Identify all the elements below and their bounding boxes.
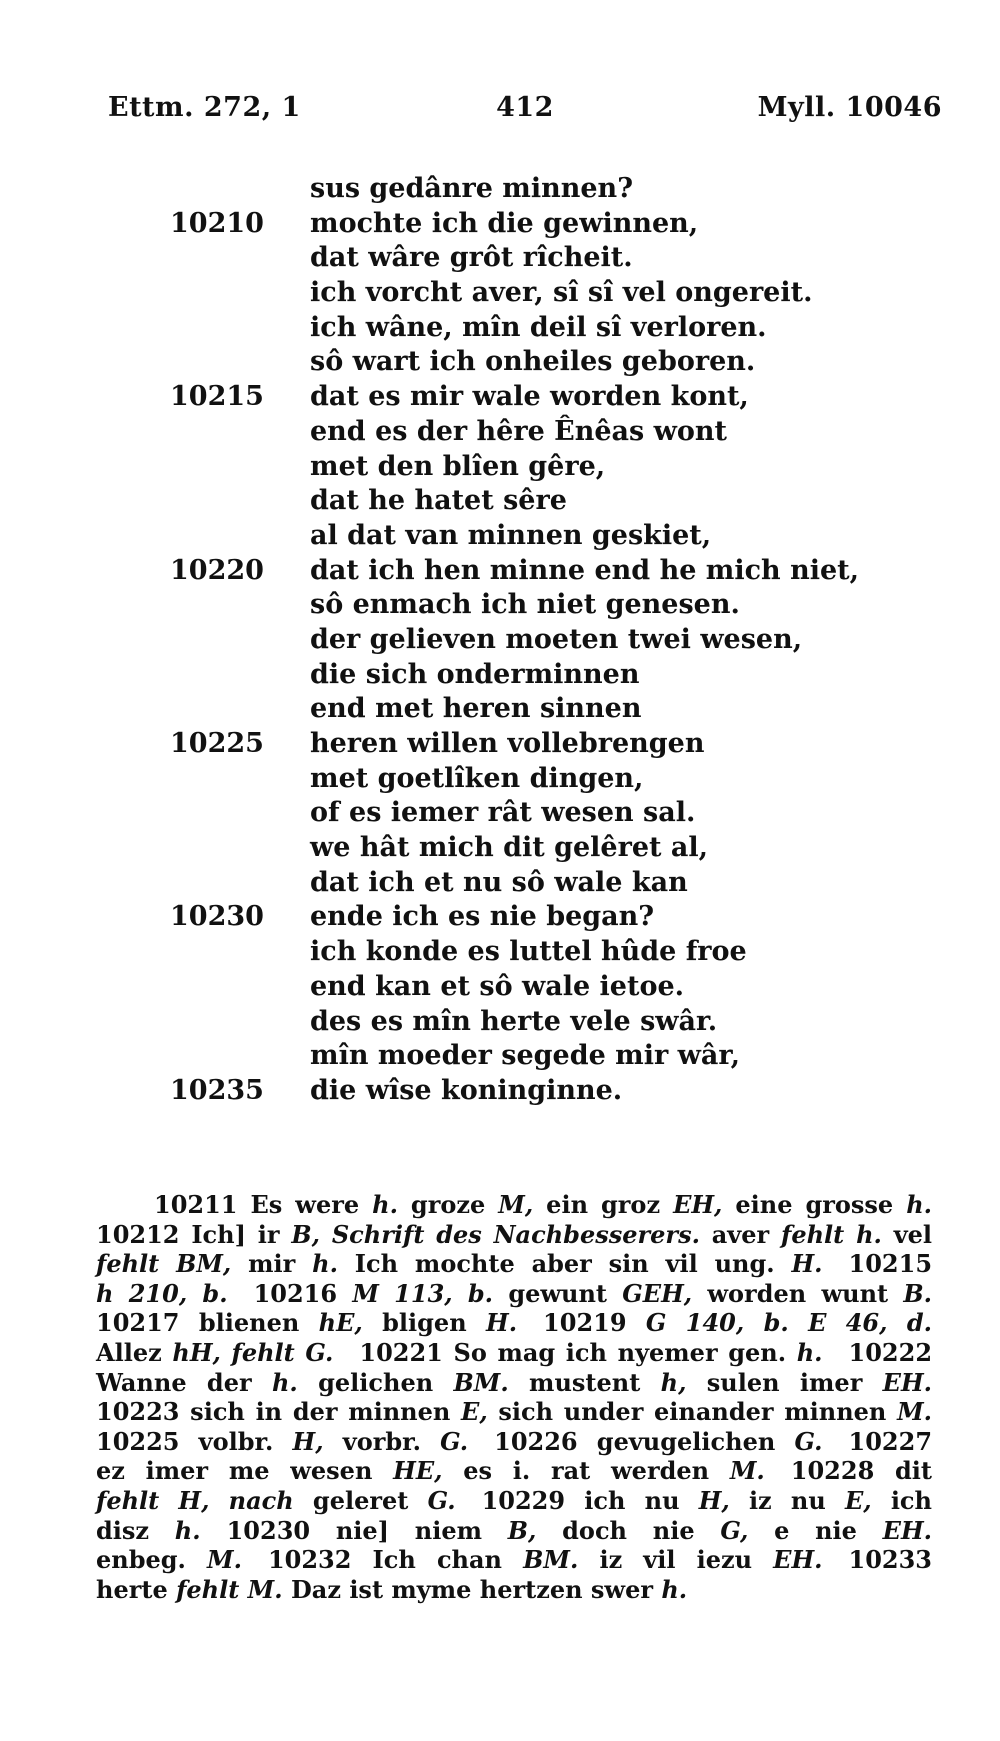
header-right-reference: Myll. 10046: [757, 92, 942, 123]
verse-text-line: met den blîen gêre,: [310, 450, 606, 482]
verse-line: [170, 207, 870, 242]
verse-text-line: ich konde es luttel hûde froe: [310, 936, 747, 968]
verse-text-line: mîn moeder segede mir wâr,: [310, 1040, 741, 1072]
verse-line: [170, 311, 870, 346]
verse-text-line: end es der hêre Ênêas wont: [310, 415, 727, 447]
note-line: h 210, b. 10216 M 113, b. gewunt GEH, worden wunt B.: [96, 1278, 933, 1308]
verse-line: [170, 380, 870, 415]
verse-text-line: des es mîn herte vele swâr.: [310, 1005, 718, 1037]
verse-text-line: dat ich hen minne end he mich niet,: [310, 554, 860, 586]
verse-line: [170, 554, 870, 589]
critical-apparatus: [96, 1190, 932, 1604]
verse-line: [170, 519, 870, 554]
verse-line: [170, 935, 870, 970]
verse-text-line: we hât mich dit gelêret al,: [310, 832, 709, 864]
verse-line: [170, 900, 870, 935]
verse-line: [170, 692, 870, 727]
verse-text-line: mochte ich die gewinnen,: [310, 207, 699, 239]
verse-text-line: al dat van minnen geskiet,: [310, 519, 712, 551]
verse-text-line: sô wart ich onheiles geboren.: [310, 346, 756, 378]
note-line: Wanne der h. gelichen BM. mustent h, sulen imer EH.: [96, 1367, 932, 1397]
note-line: 10223 sich in der minnen E, sich under einander minnen M.: [96, 1397, 932, 1427]
verse-text-line: dat ich et nu sô wale kan: [310, 866, 688, 898]
note-line: Allez hH, fehlt G. 10221 So mag ich nyemer gen. h. 10222: [96, 1337, 933, 1367]
verse-line: [170, 415, 870, 450]
verse-line: [170, 588, 870, 623]
line-number: 10230: [170, 901, 264, 933]
verse-text: [170, 172, 870, 1109]
note-line: fehlt BM, mir h. Ich mochte aber sin vil ung. H. 10215: [96, 1249, 933, 1279]
note-line: 10212 Ich] ir B, Schrift des Nachbesserers. aver fehlt h. vel: [96, 1219, 933, 1249]
note-line: 10211 Es were h. groze M, ein groz EH, eine grosse h.: [154, 1190, 933, 1219]
note-line: 10217 blienen hE, bligen H. 10219 G 140, b. E 46, d.: [96, 1308, 932, 1338]
line-number: 10215: [170, 381, 264, 413]
verse-text-line: met goetlîken dingen,: [310, 762, 644, 794]
verse-line: [170, 623, 870, 658]
note-line: herte fehlt M. Daz ist myme hertzen swer h.: [96, 1574, 688, 1604]
verse-text-line: ich wâne, mîn deil sî verloren.: [310, 311, 767, 343]
verse-text-line: end kan et sô wale ietoe.: [310, 970, 685, 1002]
verse-text-line: end met heren sinnen: [310, 693, 642, 725]
verse-line: [170, 762, 870, 797]
verse-text-line: ich vorcht aver, sî sî vel ongereit.: [310, 277, 813, 309]
page-number: 412: [496, 92, 554, 123]
verse-line: [170, 1074, 870, 1109]
verse-line: [170, 1039, 870, 1074]
verse-line: [170, 727, 870, 762]
verse-line: [170, 658, 870, 693]
verse-line: [170, 172, 870, 207]
verse-text-line: der gelieven moeten twei wesen,: [310, 623, 803, 655]
verse-line: [170, 345, 870, 380]
page-header: [108, 92, 942, 132]
verse-text-line: ende ich es nie began?: [310, 901, 655, 933]
verse-line: [170, 450, 870, 485]
verse-line: [170, 970, 870, 1005]
verse-text-line: dat es mir wale worden kont,: [310, 381, 749, 413]
header-left-reference: Ettm. 272, 1: [108, 92, 301, 123]
verse-line: [170, 866, 870, 901]
note-line: disz h. 10230 nie] niem B, doch nie G, e nie EH.: [96, 1515, 932, 1545]
line-number: 10225: [170, 728, 264, 759]
note-line: 10225 volbr. H, vorbr. G. 10226 gevugelichen G. 10227: [96, 1426, 933, 1456]
line-number: 10220: [170, 554, 264, 586]
line-number: 10235: [170, 1074, 264, 1106]
verse-line: [170, 241, 870, 276]
verse-line: [170, 831, 870, 866]
line-number: 10210: [170, 207, 264, 239]
verse-line: [170, 484, 870, 519]
verse-text-line: of es iemer rât wesen sal.: [310, 797, 696, 829]
verse-text-line: dat wâre grôt rîcheit.: [310, 242, 633, 274]
verse-line: [170, 1005, 870, 1040]
verse-text-line: heren willen vollebrengen: [310, 728, 705, 759]
verse-text-line: dat he hatet sêre: [310, 485, 567, 517]
verse-text-line: die wîse koninginne.: [310, 1074, 623, 1106]
verse-text-line: die sich onderminnen: [310, 658, 640, 690]
verse-text-line: sus gedânre minnen?: [310, 173, 634, 204]
verse-text-line: sô enmach ich niet genesen.: [310, 589, 740, 621]
verse-line: [170, 276, 870, 311]
note-line: enbeg. M. 10232 Ich chan BM. iz vil iezu EH. 10233: [96, 1545, 932, 1575]
note-line: fehlt H, nach geleret G. 10229 ich nu H, iz nu E, ich: [96, 1485, 932, 1515]
note-line: ez imer me wesen HE, es i. rat werden M. 10228 dit: [96, 1456, 932, 1486]
verse-line: [170, 796, 870, 831]
